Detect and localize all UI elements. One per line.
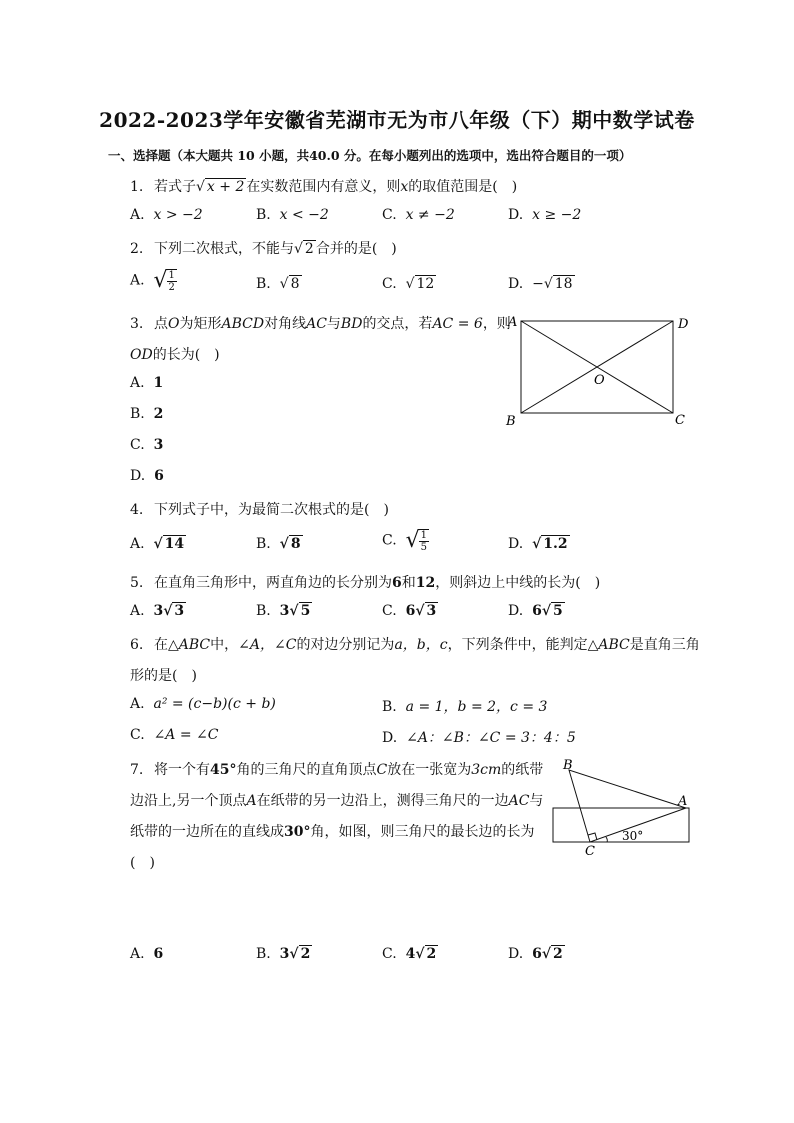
- option-a[interactable]: A. √ $\frac{1}{2}$: [130, 268, 175, 293]
- option-d[interactable]: D. 6√ 2: [508, 946, 563, 962]
- option-a[interactable]: A. 6: [130, 946, 164, 962]
- option-b[interactable]: B. √ 8: [256, 276, 300, 292]
- question-5: 5. 在直角三角形中，两直角边的长分别为6和12，则斜边上中线的长为( ): [130, 575, 601, 591]
- option-c[interactable]: C. 4√ 2: [382, 946, 437, 962]
- question-2: 2. 下列二次根式，不能与√ 2 合并的是( ): [130, 241, 397, 257]
- question-1: 1. 若式子√ x + 2 在实数范围内有意义，则x的取值范围是( ): [130, 179, 518, 195]
- option-d[interactable]: D. √ 1.2: [508, 536, 568, 552]
- option-c[interactable]: C. 3: [130, 437, 164, 453]
- question-6: 6. 在△ABC中，∠A，∠C的对边分别记为a，b，c，下列条件中，能判定△ABC是直角三角: [130, 637, 700, 653]
- option-b[interactable]: B. a = 1，b = 2，c = 3: [382, 699, 548, 715]
- sqrt-expression: √ 2: [294, 241, 314, 257]
- option-c[interactable]: C. x ≠ −2: [382, 207, 455, 223]
- option-d[interactable]: D. ∠A：∠B：∠C = 3：4：5: [382, 730, 576, 746]
- label-b: B: [506, 414, 516, 429]
- paper-strip: [553, 808, 689, 842]
- question-7-line-4: ( ): [130, 855, 155, 871]
- question-6-line-2: 形的是( ): [130, 668, 197, 684]
- label-a: A: [508, 315, 518, 330]
- question-number: 1.: [130, 179, 144, 195]
- question-3: 3. 点O为矩形ABCD对角线AC与BD的交点，若AC = 6，则: [130, 316, 511, 332]
- question-7: 7. 将一个有45°角的三角尺的直角顶点C放在一张宽为3cm的纸带: [130, 762, 544, 778]
- option-d[interactable]: D. 6√ 5: [508, 603, 563, 619]
- option-c[interactable]: C. √ $\frac{1}{5}$: [382, 528, 427, 553]
- option-b[interactable]: B. √ 8: [256, 536, 301, 552]
- section-heading: 一、选择题（本大题共 10 小题，共40.0 分。在每小题列出的选项中，选出符合题目的一项）: [108, 148, 632, 163]
- option-a[interactable]: A. √ 14: [130, 536, 185, 552]
- question-number: 3.: [130, 316, 144, 332]
- option-b[interactable]: B. 3√ 2: [256, 946, 311, 962]
- option-c[interactable]: C. 6√ 3: [382, 603, 437, 619]
- question-number: 4.: [130, 502, 144, 518]
- option-d[interactable]: D. x ≥ −2: [508, 207, 582, 223]
- option-a[interactable]: A. 1: [130, 375, 164, 391]
- label-c: C: [585, 844, 595, 859]
- sqrt-expression: √ x + 2: [196, 179, 245, 195]
- option-b[interactable]: B. 2: [130, 406, 164, 422]
- option-a[interactable]: A. a² = (c−b)(c + b): [130, 696, 276, 712]
- option-d[interactable]: D. −√ 18: [508, 276, 573, 292]
- label-o: O: [594, 373, 605, 388]
- option-c[interactable]: C. ∠A = ∠C: [130, 727, 219, 743]
- page-title: 2022-2023学年安徽省芜湖市无为市八年级（下）期中数学试卷: [99, 108, 695, 132]
- label-c: C: [675, 413, 685, 428]
- angle-30-arc: [606, 837, 607, 842]
- question-4: 4. 下列式子中，为最简二次根式的是( ): [130, 502, 389, 518]
- option-b[interactable]: B. x < −2: [256, 207, 329, 223]
- question-7-line-2: 边沿上,另一个顶点A在纸带的另一边沿上，测得三角尺的一边AC与: [130, 793, 544, 809]
- label-angle-30: 30°: [622, 829, 644, 843]
- option-a[interactable]: A. x > −2: [130, 207, 203, 223]
- label-a: A: [678, 794, 688, 809]
- question-3-line-2: OD的长为( ): [130, 347, 220, 363]
- question-number: 2.: [130, 241, 144, 257]
- option-b[interactable]: B. 3√ 5: [256, 603, 311, 619]
- question-number: 5.: [130, 575, 144, 591]
- question-number: 6.: [130, 637, 144, 653]
- option-a[interactable]: A. 3√ 3: [130, 603, 185, 619]
- question-7-line-3: 纸带的一边所在的直线成30°角，如图，则三角尺的最长边的长为: [130, 824, 535, 840]
- option-d[interactable]: D. 6: [130, 468, 164, 484]
- label-d: D: [678, 317, 689, 332]
- label-b: B: [563, 758, 573, 773]
- option-c[interactable]: C. √ 12: [382, 276, 435, 292]
- question-number: 7.: [130, 762, 144, 778]
